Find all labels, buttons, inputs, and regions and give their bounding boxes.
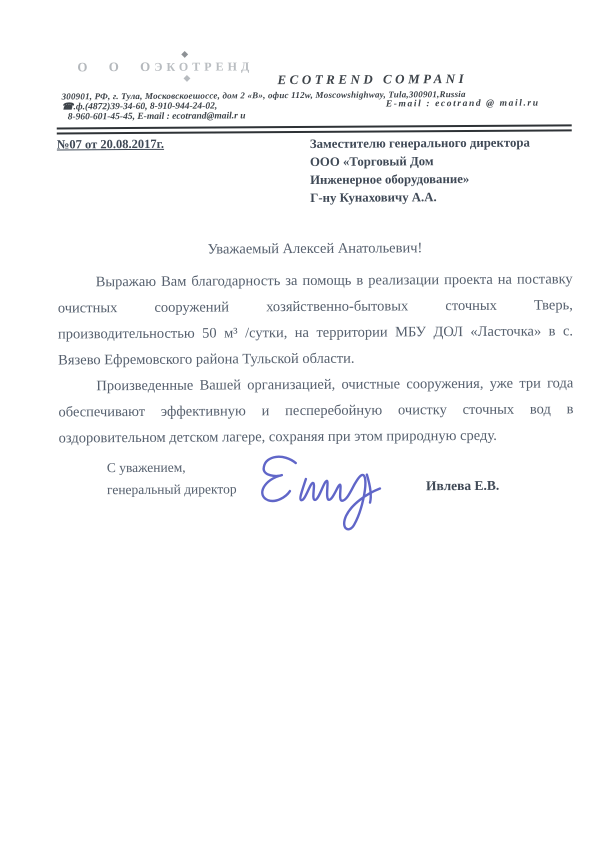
signer-name: Ивлева Е.В.: [425, 477, 500, 494]
phone-numbers: ☎.ф.(4872)39-34-60, 8-910-944-24-02,: [61, 101, 218, 113]
salutation: Уважаемый Алексей Анатольевич!: [207, 240, 423, 258]
email-address: E-mail : ecotrand @ mail.ru: [385, 98, 540, 110]
company-name: ECOTREND COMPANI: [277, 70, 468, 88]
addressee-line: Заместителю генерального директора: [309, 135, 530, 151]
logo-ooo-text: О О О: [77, 58, 160, 75]
logo-brand-text: ЭКОТРЕНД: [154, 59, 254, 74]
addressee-line: Г-ну Кунаховичу А.А.: [310, 190, 437, 205]
addressee-block: [310, 134, 530, 207]
addressee-line: Инженерное оборудование»: [310, 171, 470, 187]
closing-job-title: генеральный директор: [106, 481, 237, 498]
closing-regards: С уважением,: [106, 459, 186, 476]
phone-numbers-secondary: 8-960-601-45-45, E-mail : ecotrand@mail.r u: [67, 111, 246, 123]
phones-row: [62, 99, 540, 113]
logo-diamond-bottom-icon: ◆: [183, 72, 191, 83]
handwritten-signature: [234, 442, 410, 548]
body-paragraph-1: Выражаю Вам благодарность за помощь в реализации проекта на поставку очистных сооружений хозяйственно-бытовых сточных Тверь, производительностью 50 м³ /сутки, на территории МБУ ДОЛ «Ласточка» в с. Вязево Ефремовского района Тульской области.: [57, 271, 574, 369]
addressee-line: ООО «Торговый Дом: [309, 154, 434, 169]
body-paragraph-2: Произведенные Вашей организацией, очистные сооружения, уже три года обеспечивают эффективную и песперебойную очистку сточных вод в оздоровительном детском лагере, сохраняя при этом природную среду.: [58, 375, 574, 447]
logo-diamond-top-icon: ◆: [181, 48, 189, 59]
reference-number: №07 от 20.08.2017г.: [56, 136, 165, 152]
company-address: 300901, РФ, г. Тула, Московскоешоссе, дом 2 «В», офис 112w, Moscowshighway, Tula,300901,Russia: [61, 88, 466, 102]
